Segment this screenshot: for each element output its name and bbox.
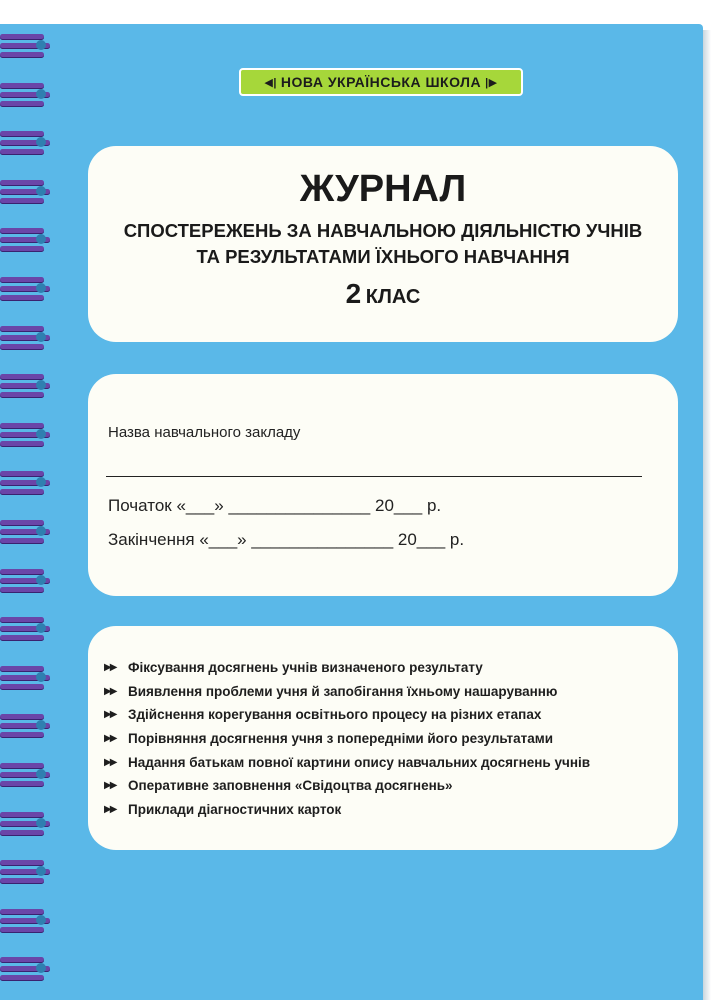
spiral-hole	[36, 818, 46, 828]
spiral-wire	[0, 927, 44, 932]
spiral-hole	[36, 623, 46, 633]
right-triangle-icon: |▶	[485, 76, 498, 89]
spiral-ring	[0, 563, 54, 597]
feature-item: ▶▶ Оперативне заповнення «Свідоцтва досягнень»	[104, 778, 453, 794]
spiral-hole	[36, 963, 46, 973]
spiral-wire	[0, 714, 44, 719]
spiral-hole	[36, 672, 46, 682]
journal-title: ЖУРНАЛ	[299, 168, 467, 210]
spiral-ring	[0, 77, 54, 111]
spiral-wire	[0, 374, 44, 379]
spiral-hole	[36, 429, 46, 439]
spiral-hole	[36, 769, 46, 779]
feature-item: ▶▶ Надання батькам повної картини опису навчальних досягнень учнів	[104, 754, 591, 770]
spiral-wire	[0, 635, 44, 640]
spiral-wire	[0, 471, 44, 476]
spiral-wire	[0, 878, 44, 883]
spiral-ring	[0, 125, 54, 159]
spiral-wire	[0, 520, 44, 525]
spiral-hole	[36, 866, 46, 876]
spiral-ring	[0, 514, 54, 548]
subtitle-line-1: СПОСТЕРЕЖЕНЬ ЗА НАВЧАЛЬНОЮ ДІЯЛЬНІСТЮ УЧНІВ	[123, 220, 643, 241]
grade-word: КЛАС	[365, 286, 421, 308]
feature-item: ▶▶ Здійснення корегування освітнього процесу на різних етапах	[104, 707, 542, 723]
spiral-ring	[0, 951, 54, 985]
arrow-double-icon: ▶▶	[104, 685, 116, 697]
spiral-wire	[0, 684, 44, 689]
spiral-wire	[0, 423, 44, 428]
spiral-hole	[36, 575, 46, 585]
grade-number: 2	[345, 278, 362, 309]
spiral-wire	[0, 860, 44, 865]
spiral-wire	[0, 198, 44, 203]
feature-item: ▶▶ Фіксування досягнень учнів визначеного результату	[104, 660, 483, 676]
end-date-row: Закінчення «___» _______________ 20___ р.	[108, 530, 465, 549]
spiral-ring	[0, 174, 54, 208]
arrow-double-icon: ▶▶	[104, 733, 116, 745]
spiral-wire	[0, 344, 44, 349]
spiral-wire	[0, 180, 44, 185]
start-date-row: Початок «___» _______________ 20___ р.	[108, 496, 442, 515]
spiral-wire	[0, 812, 44, 817]
spiral-ring	[0, 708, 54, 742]
grade-label	[88, 278, 678, 310]
spiral-ring	[0, 806, 54, 840]
spiral-ring	[0, 271, 54, 305]
form-panel	[88, 374, 678, 596]
spiral-hole	[36, 234, 46, 244]
school-name-line	[106, 476, 642, 477]
spiral-wire	[0, 392, 44, 397]
feature-item: ▶▶ Виявлення проблеми учня й запобігання їхньому нашаруванню	[104, 683, 558, 699]
cover-edge-shadow	[703, 30, 711, 1000]
spiral-ring	[0, 222, 54, 256]
spiral-wire	[0, 569, 44, 574]
spiral-ring	[0, 28, 54, 62]
arrow-double-icon: ▶▶	[104, 709, 116, 721]
spiral-wire	[0, 52, 44, 57]
spiral-wire	[0, 34, 44, 39]
series-label: НОВА УКРАЇНСЬКА ШКОЛА	[280, 74, 482, 90]
left-triangle-icon: ◀|	[264, 76, 277, 89]
spiral-hole	[36, 283, 46, 293]
spiral-hole	[36, 137, 46, 147]
spiral-ring	[0, 368, 54, 402]
spiral-wire	[0, 587, 44, 592]
spiral-wire	[0, 246, 44, 251]
spiral-wire	[0, 441, 44, 446]
spiral-ring	[0, 320, 54, 354]
spiral-wire	[0, 957, 44, 962]
spiral-wire	[0, 295, 44, 300]
spiral-wire	[0, 830, 44, 835]
school-name-label: Назва навчального закладу	[108, 424, 301, 441]
spiral-ring	[0, 903, 54, 937]
title-panel	[88, 146, 678, 342]
spiral-wire	[0, 732, 44, 737]
spiral-wire	[0, 617, 44, 622]
spiral-wire	[0, 781, 44, 786]
spiral-hole	[36, 720, 46, 730]
spiral-wire	[0, 149, 44, 154]
spiral-hole	[36, 186, 46, 196]
features-list	[104, 656, 590, 821]
spiral-ring	[0, 757, 54, 791]
spiral-hole	[36, 40, 46, 50]
journal-subtitle	[88, 218, 678, 270]
features-panel	[88, 626, 678, 850]
subtitle-line-2: ТА РЕЗУЛЬТАТАМИ ЇХНЬОГО НАВЧАННЯ	[196, 246, 570, 267]
spiral-wire	[0, 666, 44, 671]
arrow-double-icon: ▶▶	[104, 756, 116, 768]
spiral-wire	[0, 489, 44, 494]
arrow-double-icon: ▶▶	[104, 662, 116, 674]
spiral-hole	[36, 915, 46, 925]
spiral-ring	[0, 854, 54, 888]
spiral-ring	[0, 465, 54, 499]
arrow-double-icon: ▶▶	[104, 780, 116, 792]
spiral-hole	[36, 526, 46, 536]
spiral-wire	[0, 538, 44, 543]
spiral-hole	[36, 89, 46, 99]
spiral-ring	[0, 417, 54, 451]
spiral-wire	[0, 131, 44, 136]
spiral-wire	[0, 763, 44, 768]
spiral-binding	[0, 24, 60, 1000]
spiral-wire	[0, 909, 44, 914]
spiral-wire	[0, 83, 44, 88]
spiral-wire	[0, 975, 44, 980]
spiral-wire	[0, 326, 44, 331]
feature-item: ▶▶ Порівняння досягнення учня з попередніми його результатами	[104, 731, 554, 747]
spiral-hole	[36, 332, 46, 342]
spiral-wire	[0, 277, 44, 282]
spiral-hole	[36, 477, 46, 487]
spiral-ring	[0, 611, 54, 645]
arrow-double-icon: ▶▶	[104, 803, 116, 815]
series-badge	[239, 68, 523, 96]
spiral-hole	[36, 380, 46, 390]
spiral-wire	[0, 228, 44, 233]
feature-item: ▶▶ Приклади діагностичних карток	[104, 801, 342, 817]
spiral-wire	[0, 101, 44, 106]
spiral-ring	[0, 660, 54, 694]
